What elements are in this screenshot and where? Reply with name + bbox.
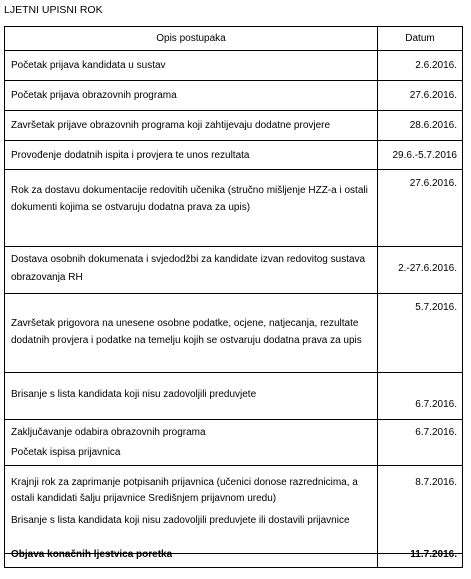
row-description: Završetak prijave obrazovnih programa koji zahtijevaju dodatne provjere bbox=[11, 120, 331, 131]
row-description: Brisanje s lista kandidata koji nisu zadovoljili preduvjete ili dostavili prijavnice bbox=[11, 515, 350, 526]
table-row bbox=[5, 247, 462, 294]
table-row bbox=[5, 541, 462, 568]
page-title: LJETNI UPISNI ROK bbox=[4, 4, 103, 16]
row-description: Krajnji rok za zaprimanje potpisanih prijavnica (učenici donose razrednicima, a bbox=[11, 477, 358, 488]
row-date: 2.-27.6.2016. bbox=[398, 263, 457, 274]
row-description: Objava konačnih ljestvica poretka bbox=[11, 549, 173, 560]
row-date: 2.6.2016. bbox=[415, 60, 457, 71]
table-row bbox=[5, 111, 462, 141]
table-row bbox=[5, 141, 462, 170]
row-description: obrazovanja RH bbox=[11, 272, 83, 283]
table-header-row bbox=[5, 27, 462, 51]
row-date: 8.7.2016. bbox=[415, 477, 457, 488]
row-description: Završetak prigovora na unesene osobne podatke, ocjene, natjecanja, rezultate bbox=[11, 318, 359, 329]
row-description: Rok za dostavu dokumentacije redovitih učenika (stručno mišljenje HZZ-a i ostali bbox=[11, 185, 368, 196]
row-description: Brisanje s lista kandidata koji nisu zadovoljili preduvjete bbox=[11, 389, 257, 400]
row-description: ostali kandidati šalju prijavnice Središnjem prijavnom uredu) bbox=[11, 493, 277, 504]
row-date: 5.7.2016. bbox=[415, 302, 457, 313]
row-description: Dostava osobnih dokumenata i svjedodžbi za kandidate izvan redovitog sustava bbox=[11, 254, 366, 265]
row-description: Početak prijava obrazovnih programa bbox=[11, 90, 177, 101]
row-description: dokumenti kojima se ostvaruju dodatna prava za upis) bbox=[11, 202, 251, 213]
table-row bbox=[5, 51, 462, 81]
table-row bbox=[5, 373, 462, 420]
row-description: Zaključavanje odabira obrazovnih programa bbox=[11, 427, 206, 438]
table-row bbox=[5, 170, 462, 247]
row-date: 11.7.2016. bbox=[410, 549, 457, 560]
table-row bbox=[5, 294, 462, 373]
row-date: 27.6.2016. bbox=[409, 90, 457, 101]
table-row bbox=[5, 420, 462, 466]
row-date: 29.6.-5.7.2016 bbox=[392, 150, 457, 161]
table-row bbox=[5, 81, 462, 111]
row-description: Početak ispisa prijavnica bbox=[11, 447, 121, 458]
row-date: 27.6.2016. bbox=[409, 178, 457, 189]
header-description: Opis postupaka bbox=[5, 27, 378, 50]
header-date: Datum bbox=[405, 33, 435, 44]
schedule-table bbox=[4, 26, 463, 568]
row-description: dodatnih provjera i podatke na temelju kojih se ostvaruju dodatna prava za upis bbox=[11, 335, 362, 346]
row-description: Provođenje dodatnih ispita i provjera te unos rezultata bbox=[11, 150, 250, 161]
row-date: 6.7.2016. bbox=[415, 427, 457, 438]
row-date: 6.7.2016. bbox=[415, 399, 457, 410]
row-description: Početak prijava kandidata u sustav bbox=[11, 60, 166, 71]
row-date: 28.6.2016. bbox=[409, 120, 457, 131]
